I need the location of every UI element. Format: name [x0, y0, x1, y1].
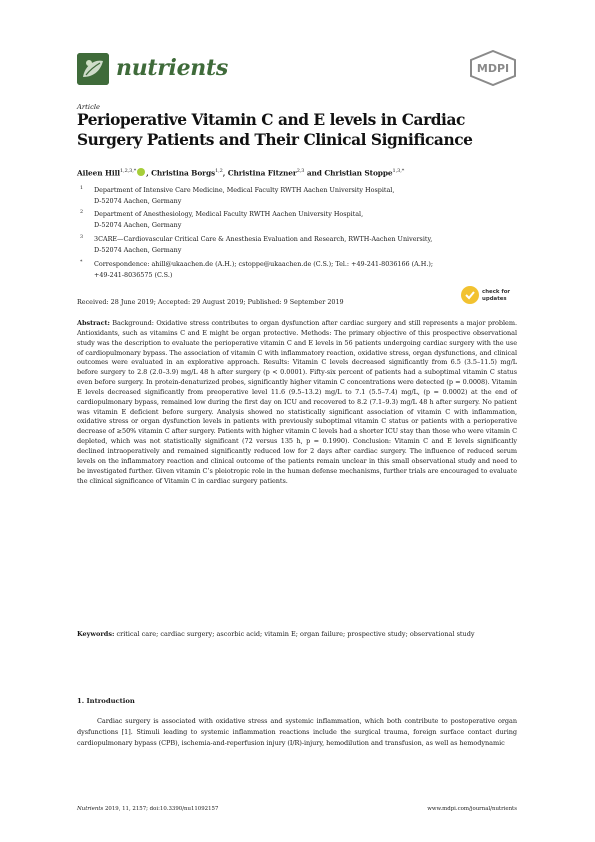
author-affil-sup: 1,3,*: [392, 168, 405, 174]
footer-citation: [77, 806, 218, 812]
abstract-text: Background: Oxidative stress contributes to organ dysfunction after cardiac surgery and still represents a major problem. Antioxidants, such as vitamins C and E might be organ protective. Methods: The primary objective of this prospective observational study was the description to evaluate the perioperative vitamin C and E levels in 56 patients undergoing cardiac surgery with the use of cardiopulmonary bypass. The association of vitamin C with inflammatory reaction, oxidative stress, organ dysfunctions, and clinical outcomes were evaluated in an explorative approach. Results: Vitamin C levels decreased significantly from 6.5 (3.5–11.5) mg/L before surgery to 2.8 (2.0–3.9) mg/L 48 h after surgery (p < 0.0001). Fifty-six percent of patients had a suboptimal vitamin C status even before surgery. In protein-denaturized probes, significantly higher vitamin C concentrations were detected (p = 0.0008). Vitamin E levels decreased significantly from preoperative level 11.6 (9.5–13.2) mg/L to 7.1 (5.5–7.4) mg/L, (p = 0.0002) at the end of cardiopulmonary bypass, remained low during the first day on ICU and recovered to 8.2 (7.1–9.3) mg/L 48 h after surgery. No patient was vitamin E deficient before surgery. Analysis showed no statistically significant association of vitamin C with inflammation, oxidative stress or organ dysfunction levels in patients with previously suboptimal vitamin C status or patients with a perioperative decrease of ≥50% vitamin C after surgery. Patients with higher vitamin C levels had a shorter ICU stay than those who were vitamin C depleted, which was not statistically significant (72 versus 135 h, p = 0.1990). Conclusion: Vitamin C and E levels significantly declined intraoperatively and remained significantly reduced low for 2 days after cardiac surgery. The influence of reduced serum levels on the inflammatory reaction and clinical outcome of the patients remain unclear in this small observational study and need to be investigated further. Given vitamin C’s pleiotropic role in the human defense mechanisms, further trials are encouraged to evaluate the clinical significance of Vitamin C in cardiac surgery patients.: [77, 319, 517, 485]
affiliation-number: 3: [80, 235, 84, 240]
abstract: [77, 319, 517, 486]
section-paragraph: Cardiac surgery is associated with oxidative stress and systemic inflammation, which both contribute to postoperative organ dysfunctions [1]. Stimuli leading to systemic inflammation reactions include the surgical trauma, foreign surface contact during cardiopulmonary bypass (CPB), ischemia-and-reperfusion injury (I/R)-injury, hemodilution and transfusion, as well as hemodynamic: [77, 717, 517, 747]
orcid-icon[interactable]: [137, 168, 145, 176]
affiliation-line: D-52074 Aachen, Germany: [94, 196, 182, 205]
journal-logo-icon: [77, 53, 109, 85]
affiliation-line: Department of Anesthesiology, Medical Faculty RWTH Aachen University Hospital,: [94, 210, 364, 218]
affiliation-line: D-52074 Aachen, Germany: [94, 245, 182, 254]
journal-name: nutrients: [116, 55, 228, 81]
affiliation: [80, 234, 525, 255]
affiliation-line: D-52074 Aachen, Germany: [94, 220, 182, 229]
affiliation-number: 2: [80, 210, 84, 215]
author-name[interactable]: Aileen Hill: [77, 168, 121, 178]
author-list: Aileen Hill$^{1,2,3,*}$ , Christina Borgs$^{1,2}$, Christina Fitzner$^{2,3}$ and Christian Stoppe$^{1,3,*}$: [77, 168, 405, 178]
author-affil-sup: 1,2,3,*: [120, 168, 137, 174]
check-for-updates-button[interactable]: [461, 286, 517, 306]
publication-dates: Received: 28 June 2019; Accepted: 29 August 2019; Published: 9 September 2019: [77, 298, 344, 306]
keywords: [77, 630, 517, 640]
check-updates-label: updates: [482, 296, 507, 302]
affiliation: [80, 209, 525, 230]
author-name[interactable]: Christina Fitzner: [227, 168, 297, 178]
mdpi-logo-text: MDPI: [476, 62, 510, 75]
affiliation-number: *: [80, 260, 83, 265]
author-affil-sup: 2,3: [296, 168, 305, 174]
author-affil-sup: 1,2: [215, 168, 223, 174]
author-name[interactable]: Christian Stoppe: [324, 168, 393, 178]
affiliation: [80, 185, 525, 206]
footer-citation-text: 2019, 11, 2157; doi:10.3390/nu11092157: [104, 806, 219, 812]
footer-journal: Nutrients: [77, 806, 104, 812]
article-type: Article: [77, 103, 101, 111]
section-heading: 1. Introduction: [77, 697, 135, 705]
keywords-label: Keywords:: [77, 630, 115, 638]
footer-url[interactable]: www.mdpi.com/journal/nutrients: [427, 806, 517, 812]
abstract-label: Abstract:: [77, 319, 110, 327]
author-name[interactable]: Christina Borgs: [151, 168, 216, 178]
check-updates-label: check for: [482, 289, 511, 295]
correspondence-line: +49-241-8036575 (C.S.): [94, 270, 173, 279]
affiliation-line: 3CARE—Cardiovascular Critical Care & Anesthesia Evaluation and Research, RWTH-Aachen University,: [94, 235, 433, 243]
article-title: Perioperative Vitamin C and E levels in Cardiac Surgery Patients and Their Clinical Significance: [77, 111, 473, 149]
affiliation-line: Department of Intensive Care Medicine, Medical Faculty RWTH Aachen University Hospital,: [94, 186, 395, 194]
mdpi-logo-icon: [469, 50, 517, 86]
affiliation-number: 1: [80, 186, 84, 191]
correspondence: [80, 259, 525, 280]
check-updates-icon: [461, 286, 479, 304]
keywords-text: critical care; cardiac surgery; ascorbic acid; vitamin E; organ failure; prospective study; observational study: [116, 630, 475, 638]
correspondence-line[interactable]: Correspondence: ahill@ukaachen.de (A.H.); cstoppe@ukaachen.de (C.S.); Tel.: +49-241-8036166 (A.H.);: [94, 260, 434, 268]
